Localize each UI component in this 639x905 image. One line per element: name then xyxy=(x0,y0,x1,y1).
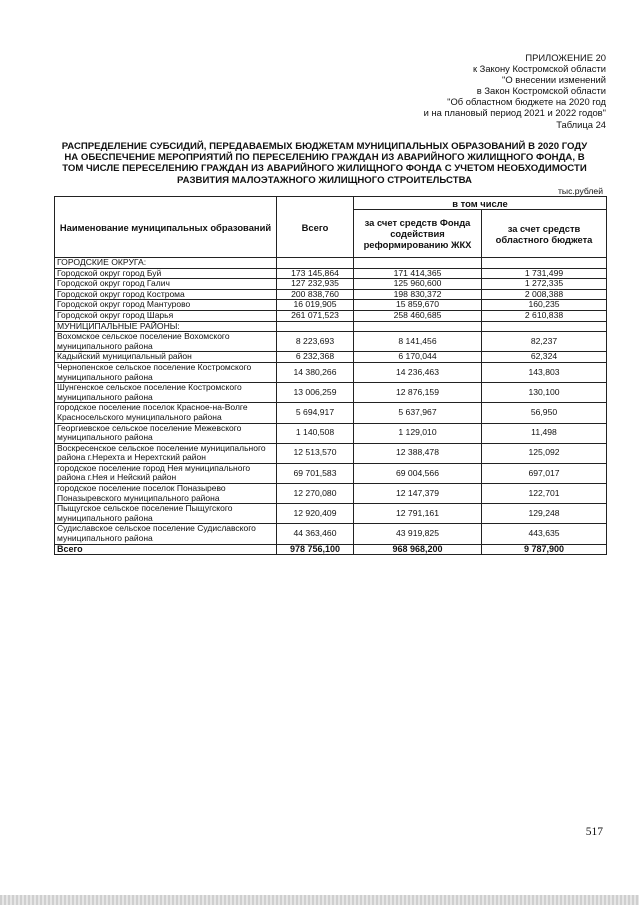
row-fund: 5 637,967 xyxy=(354,403,482,423)
row-name: Городской округ город Шарья xyxy=(55,310,277,321)
row-total: 13 006,259 xyxy=(277,383,354,403)
row-total: 44 363,460 xyxy=(277,524,354,544)
document-title xyxy=(52,141,597,186)
row-fund: 12 147,379 xyxy=(354,484,482,504)
row-total: 261 071,523 xyxy=(277,310,354,321)
title-line: ТОМ ЧИСЛЕ ПЕРЕСЕЛЕНИЮ ГРАЖДАН ИЗ АВАРИЙНОГО ЖИЛИЩНОГО ФОНДА С УЧЕТОМ НЕОБХОДИМОСТИ xyxy=(62,163,587,175)
section-row xyxy=(55,258,607,269)
row-fund: 1 129,010 xyxy=(354,423,482,443)
table-number: Таблица 24 xyxy=(556,118,606,130)
row-fund: 12 388,478 xyxy=(354,443,482,463)
table-row xyxy=(55,443,607,463)
row-name: Судиславское сельское поселение Судиславского муниципального района xyxy=(55,524,277,544)
subsidy-table xyxy=(54,196,607,555)
header-including: в том числе xyxy=(354,197,607,210)
row-total: 1 140,508 xyxy=(277,423,354,443)
row-fund: 69 004,566 xyxy=(354,463,482,483)
page-number: 517 xyxy=(585,826,603,838)
title-line: РАЗВИТИЯ МАЛОЭТАЖНОГО ЖИЛИЩНОГО СТРОИТЕЛЬСТВА xyxy=(177,174,472,186)
row-name: Пыщугское сельское поселение Пыщугского муниципального района xyxy=(55,504,277,524)
table-row xyxy=(55,504,607,524)
row-fund: 198 830,372 xyxy=(354,289,482,300)
title-line: РАСПРЕДЕЛЕНИЕ СУБСИДИЙ, ПЕРЕДАВАЕМЫХ БЮДЖЕТАМ МУНИЦИПАЛЬНЫХ ОБРАЗОВАНИЙ В 2020 ГОДУ xyxy=(61,141,588,152)
row-total: 127 232,935 xyxy=(277,279,354,290)
table-row xyxy=(55,289,607,300)
row-name: Вохомское сельское поселение Вохомского муниципального района xyxy=(55,332,277,352)
row-total: 16 019,905 xyxy=(277,300,354,311)
row-regional: 1 731,499 xyxy=(482,268,607,279)
row-name: Шунгенское сельское поселение Костромского муниципального района xyxy=(55,383,277,403)
row-regional: 143,803 xyxy=(482,362,607,382)
appendix-line: к Закону Костромской области xyxy=(472,63,606,75)
row-fund: 12 876,159 xyxy=(354,383,482,403)
appendix-line: и на плановый период 2021 и 2022 годов" xyxy=(423,107,606,119)
row-regional: 82,237 xyxy=(482,332,607,352)
row-fund: 43 919,825 xyxy=(354,524,482,544)
row-regional: 125,092 xyxy=(482,443,607,463)
row-total: 12 270,080 xyxy=(277,484,354,504)
row-total: 200 838,760 xyxy=(277,289,354,300)
row-total: 5 694,917 xyxy=(277,403,354,423)
total-row xyxy=(55,544,607,555)
row-fund: 12 791,161 xyxy=(354,504,482,524)
table-body xyxy=(55,258,607,555)
table-row xyxy=(55,484,607,504)
row-regional: 1 272,335 xyxy=(482,279,607,290)
row-regional: 443,635 xyxy=(482,524,607,544)
row-fund: 171 414,365 xyxy=(354,268,482,279)
table-row xyxy=(55,463,607,483)
row-regional: 11,498 xyxy=(482,423,607,443)
header-fund: за счет средств Фонда содействия реформированию ЖКХ xyxy=(354,210,482,258)
table-row xyxy=(55,362,607,382)
row-name: городское поселение поселок Красное-на-Волге Красносельского муниципального района xyxy=(55,403,277,423)
section-label: МУНИЦИПАЛЬНЫЕ РАЙОНЫ: xyxy=(55,321,277,332)
row-total: 14 380,266 xyxy=(277,362,354,382)
row-total: 12 920,409 xyxy=(277,504,354,524)
row-total: 978 756,100 xyxy=(277,544,354,555)
table-row xyxy=(55,524,607,544)
row-name: Городской округ город Мантурово xyxy=(55,300,277,311)
row-total: 8 223,693 xyxy=(277,332,354,352)
row-fund: 6 170,044 xyxy=(354,352,482,363)
table-row xyxy=(55,279,607,290)
row-name: городское поселение поселок Поназырево Поназыревского муниципального района xyxy=(55,484,277,504)
header-name: Наименование муниципальных образований xyxy=(55,197,277,258)
row-regional: 56,950 xyxy=(482,403,607,423)
appendix-line: "О внесении изменений xyxy=(502,74,606,86)
row-name: Кадыйский муниципальный район xyxy=(55,352,277,363)
row-total: 6 232,368 xyxy=(277,352,354,363)
table-row xyxy=(55,352,607,363)
row-name: Всего xyxy=(55,544,277,555)
header-regional: за счет средств областного бюджета xyxy=(482,210,607,258)
row-name: Георгиевское сельское поселение Межевского муниципального района xyxy=(55,423,277,443)
row-fund: 125 960,600 xyxy=(354,279,482,290)
row-name: городское поселение город Нея муниципального района г.Нея и Нейский район xyxy=(55,463,277,483)
table-row xyxy=(55,300,607,311)
row-fund: 258 460,685 xyxy=(354,310,482,321)
row-fund: 14 236,463 xyxy=(354,362,482,382)
table-row xyxy=(55,423,607,443)
table-row xyxy=(55,310,607,321)
appendix-line: ПРИЛОЖЕНИЕ 20 xyxy=(525,52,606,63)
row-name: Городской округ город Буй xyxy=(55,268,277,279)
appendix-line: "Об областном бюджете на 2020 год xyxy=(447,96,606,108)
table-row xyxy=(55,383,607,403)
row-total: 69 701,583 xyxy=(277,463,354,483)
section-row xyxy=(55,321,607,332)
row-fund: 15 859,670 xyxy=(354,300,482,311)
row-regional: 122,701 xyxy=(482,484,607,504)
row-total: 12 513,570 xyxy=(277,443,354,463)
table-row xyxy=(55,403,607,423)
row-regional: 2 610,838 xyxy=(482,310,607,321)
appendix-line: в Закон Костромской области xyxy=(476,85,606,97)
scan-edge xyxy=(0,895,639,905)
row-fund: 968 968,200 xyxy=(354,544,482,555)
row-regional: 62,324 xyxy=(482,352,607,363)
row-regional: 160,235 xyxy=(482,300,607,311)
row-name: Городской округ город Кострома xyxy=(55,289,277,300)
table-row xyxy=(55,332,607,352)
row-regional: 697,017 xyxy=(482,463,607,483)
title-line: НА ОБЕСПЕЧЕНИЕ МЕРОПРИЯТИЙ ПО ПЕРЕСЕЛЕНИЮ ГРАЖДАН ИЗ АВАРИЙНОГО ЖИЛИЩНОГО ФОНДА, В xyxy=(64,152,585,164)
row-name: Городской округ город Галич xyxy=(55,279,277,290)
appendix-reference xyxy=(346,52,606,130)
row-total: 173 145,864 xyxy=(277,268,354,279)
row-regional: 129,248 xyxy=(482,504,607,524)
row-name: Чернопенское сельское поселение Костромского муниципального района xyxy=(55,362,277,382)
header-total: Всего xyxy=(277,197,354,258)
row-regional: 130,100 xyxy=(482,383,607,403)
row-regional: 2 008,388 xyxy=(482,289,607,300)
unit-label: тыс.рублей xyxy=(557,186,603,196)
row-regional: 9 787,900 xyxy=(482,544,607,555)
row-fund: 8 141,456 xyxy=(354,332,482,352)
table-row xyxy=(55,268,607,279)
section-label: ГОРОДСКИЕ ОКРУГА: xyxy=(55,258,277,269)
row-name: Воскресенское сельское поселение муниципального района г.Нерехта и Нерехтский район xyxy=(55,443,277,463)
